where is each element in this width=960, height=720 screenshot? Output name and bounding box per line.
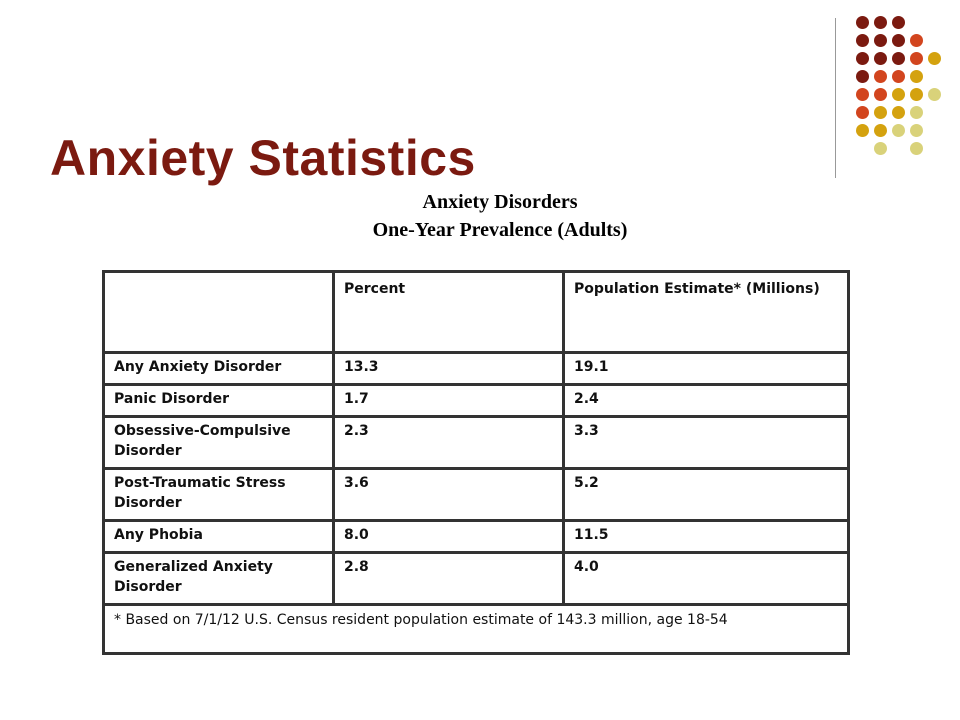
decorative-dot bbox=[892, 88, 905, 101]
table-footnote: * Based on 7/1/12 U.S. Census resident population estimate of 143.3 million, age 18-54 bbox=[104, 605, 849, 654]
disorder-cell: Any Anxiety Disorder bbox=[104, 353, 334, 385]
decorative-dot bbox=[874, 106, 887, 119]
table-row bbox=[104, 353, 849, 385]
decorative-dot bbox=[892, 70, 905, 83]
header-cell-disorder bbox=[104, 272, 334, 353]
header-cell-percent: Percent bbox=[334, 272, 564, 353]
decorative-dot bbox=[856, 106, 869, 119]
decorative-dot bbox=[856, 70, 869, 83]
population-cell: 2.4 bbox=[564, 385, 849, 417]
disorder-cell: Generalized Anxiety Disorder bbox=[104, 553, 334, 605]
population-cell: 3.3 bbox=[564, 417, 849, 469]
prevalence-table bbox=[102, 270, 850, 655]
decorative-dot bbox=[856, 52, 869, 65]
decorative-dot bbox=[874, 142, 887, 155]
decorative-dot bbox=[874, 88, 887, 101]
decorative-dot bbox=[874, 52, 887, 65]
decorative-dot bbox=[892, 52, 905, 65]
percent-cell: 8.0 bbox=[334, 521, 564, 553]
decorative-dot bbox=[892, 106, 905, 119]
decorative-dot bbox=[928, 52, 941, 65]
percent-cell: 2.3 bbox=[334, 417, 564, 469]
decorative-dot bbox=[874, 70, 887, 83]
percent-cell: 3.6 bbox=[334, 469, 564, 521]
header-cell-population: Population Estimate* (Millions) bbox=[564, 272, 849, 353]
table-row bbox=[104, 385, 849, 417]
disorder-cell: Any Phobia bbox=[104, 521, 334, 553]
table-row bbox=[104, 469, 849, 521]
population-cell: 19.1 bbox=[564, 353, 849, 385]
percent-cell: 2.8 bbox=[334, 553, 564, 605]
disorder-cell: Post-Traumatic Stress Disorder bbox=[104, 469, 334, 521]
slide-title: Anxiety Statistics bbox=[50, 130, 476, 186]
decorative-dot bbox=[892, 16, 905, 29]
table-footnote-row bbox=[104, 605, 849, 654]
table-row bbox=[104, 521, 849, 553]
decorative-dot bbox=[928, 88, 941, 101]
decorative-dot bbox=[856, 88, 869, 101]
percent-cell: 1.7 bbox=[334, 385, 564, 417]
population-cell: 5.2 bbox=[564, 469, 849, 521]
population-cell: 11.5 bbox=[564, 521, 849, 553]
percent-cell: 13.3 bbox=[334, 353, 564, 385]
decorative-dot bbox=[910, 88, 923, 101]
decorative-dot bbox=[856, 34, 869, 47]
decorative-dot bbox=[910, 34, 923, 47]
decorative-dot bbox=[856, 124, 869, 137]
disorder-cell: Panic Disorder bbox=[104, 385, 334, 417]
table-subtitle-line1: Anxiety Disorders bbox=[422, 191, 578, 213]
table-subtitle-line2: One-Year Prevalence (Adults) bbox=[372, 219, 628, 241]
decorative-divider bbox=[835, 18, 836, 178]
decorative-dot bbox=[910, 52, 923, 65]
decorative-dot bbox=[892, 34, 905, 47]
table-header-row bbox=[104, 272, 849, 353]
decorative-dot bbox=[910, 124, 923, 137]
population-cell: 4.0 bbox=[564, 553, 849, 605]
decorative-dot bbox=[874, 16, 887, 29]
decorative-dot bbox=[856, 16, 869, 29]
decorative-dot bbox=[910, 106, 923, 119]
decorative-dot bbox=[892, 124, 905, 137]
table-row bbox=[104, 417, 849, 469]
decorative-dot bbox=[910, 70, 923, 83]
disorder-cell: Obsessive-Compulsive Disorder bbox=[104, 417, 334, 469]
table-row bbox=[104, 553, 849, 605]
decorative-dot bbox=[910, 142, 923, 155]
decorative-dot bbox=[874, 124, 887, 137]
decorative-dot bbox=[874, 34, 887, 47]
